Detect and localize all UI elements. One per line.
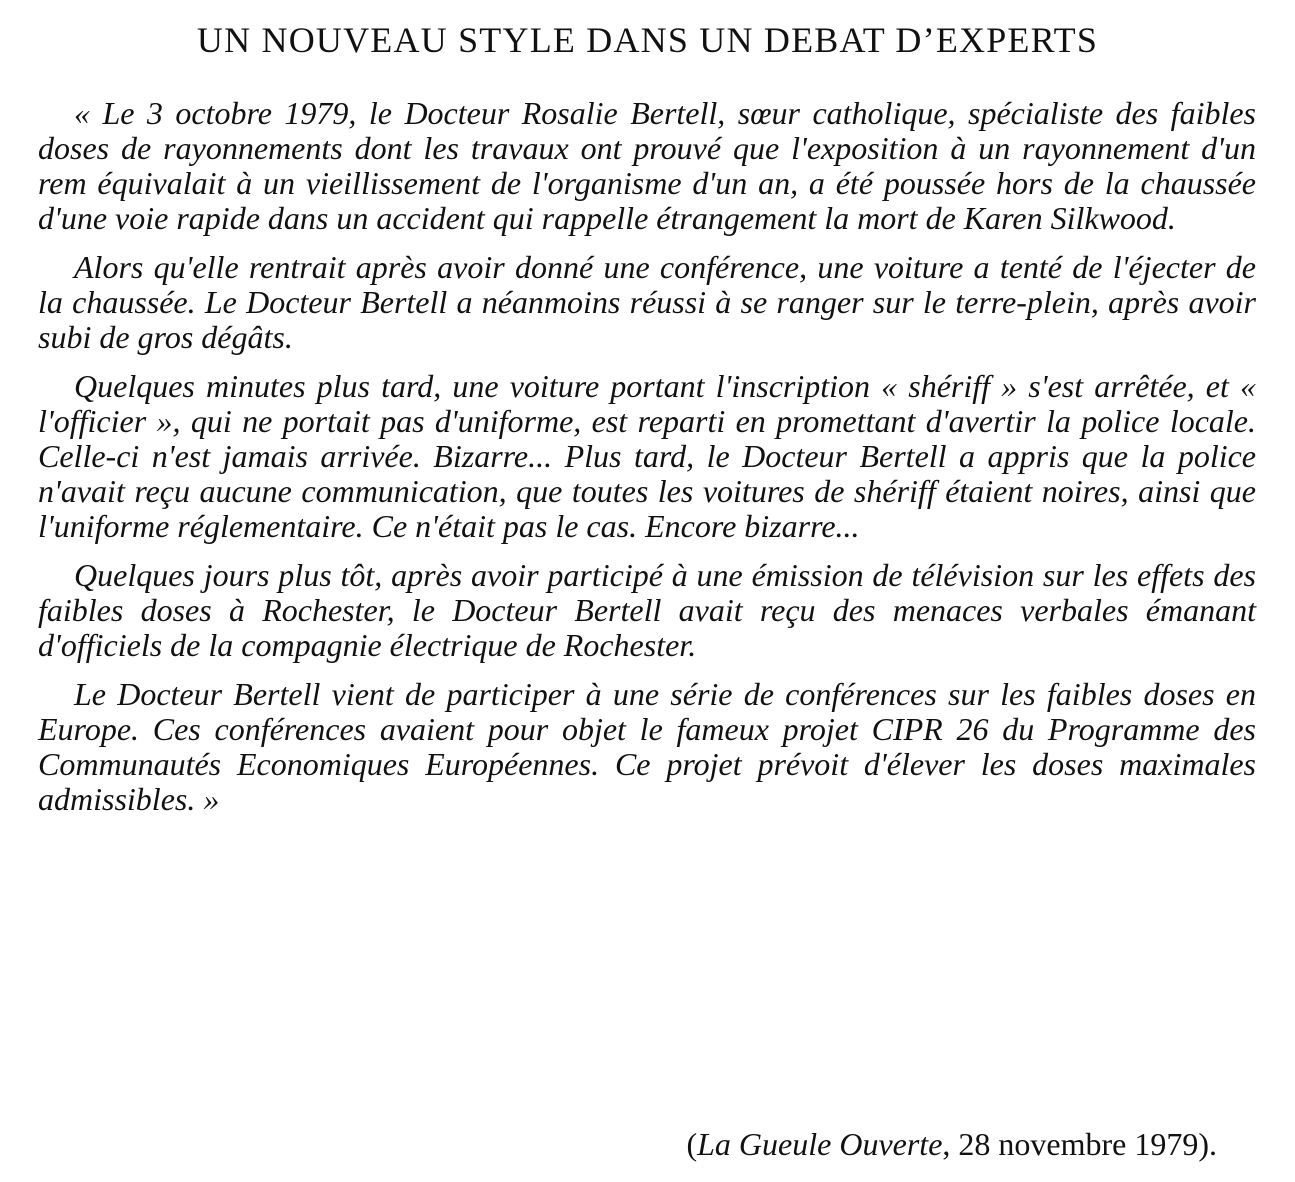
paragraph-3: Quelques minutes plus tard, une voiture portant l'inscription « shériff » s'est arrêtée, et « l'officier », qui ne portait pas d'uniforme, est reparti en promettant d'avertir la police locale. Celle-ci n'est jamais arrivée. Bizarre... Plus tard, le Docteur Bertell a appris que la police n'avait reçu aucune communication, que toutes les voitures de shériff étaient noires, ainsi que l'uniforme réglementaire. Ce n'était pas le cas. Encore bizarre... bbox=[38, 368, 1256, 544]
quoted-article bbox=[38, 96, 1256, 831]
paragraph-2: Alors qu'elle rentrait après avoir donné une conférence, une voiture a tenté de l'éjecter de la chaussée. Le Docteur Bertell a néanmoins réussi à se ranger sur le terre-plein, après avoir subi de gros dégâts. bbox=[38, 249, 1256, 355]
paragraph-4: Quelques jours plus tôt, après avoir participé à une émission de télévision sur les effets des faibles doses à Rochester, le Docteur Bertell avait reçu des menaces verbales émanant d'officiels de la compagnie électrique de Rochester. bbox=[38, 557, 1256, 663]
paragraph-1: « Le 3 octobre 1979, le Docteur Rosalie Bertell, sœur catholique, spécialiste des faibles doses de rayonnements dont les travaux ont prouvé que l'exposition à un rayonnement d'un rem équivalait à un vieillissement de l'organisme d'un an, a été poussée hors de la chaussée d'une voie rapide dans un accident qui rappelle étrangement la mort de Karen Silkwood. bbox=[38, 95, 1256, 236]
source-date: , 28 novembre 1979). bbox=[942, 1126, 1217, 1162]
page-title: UN NOUVEAU STYLE DANS UN DEBAT D’EXPERTS bbox=[196, 20, 1099, 60]
source-citation bbox=[686, 1124, 1217, 1164]
source-open-paren: ( bbox=[686, 1126, 698, 1162]
paragraph-5: Le Docteur Bertell vient de participer à une série de conférences sur les faibles doses en Europe. Ces conférences avaient pour objet le fameux projet CIPR 26 du Programme des Communautés Economiques Européennes. Ce projet prévoit d'élever les doses maximales admissibles. » bbox=[38, 676, 1256, 817]
source-publication: La Gueule Ouverte bbox=[697, 1126, 943, 1162]
